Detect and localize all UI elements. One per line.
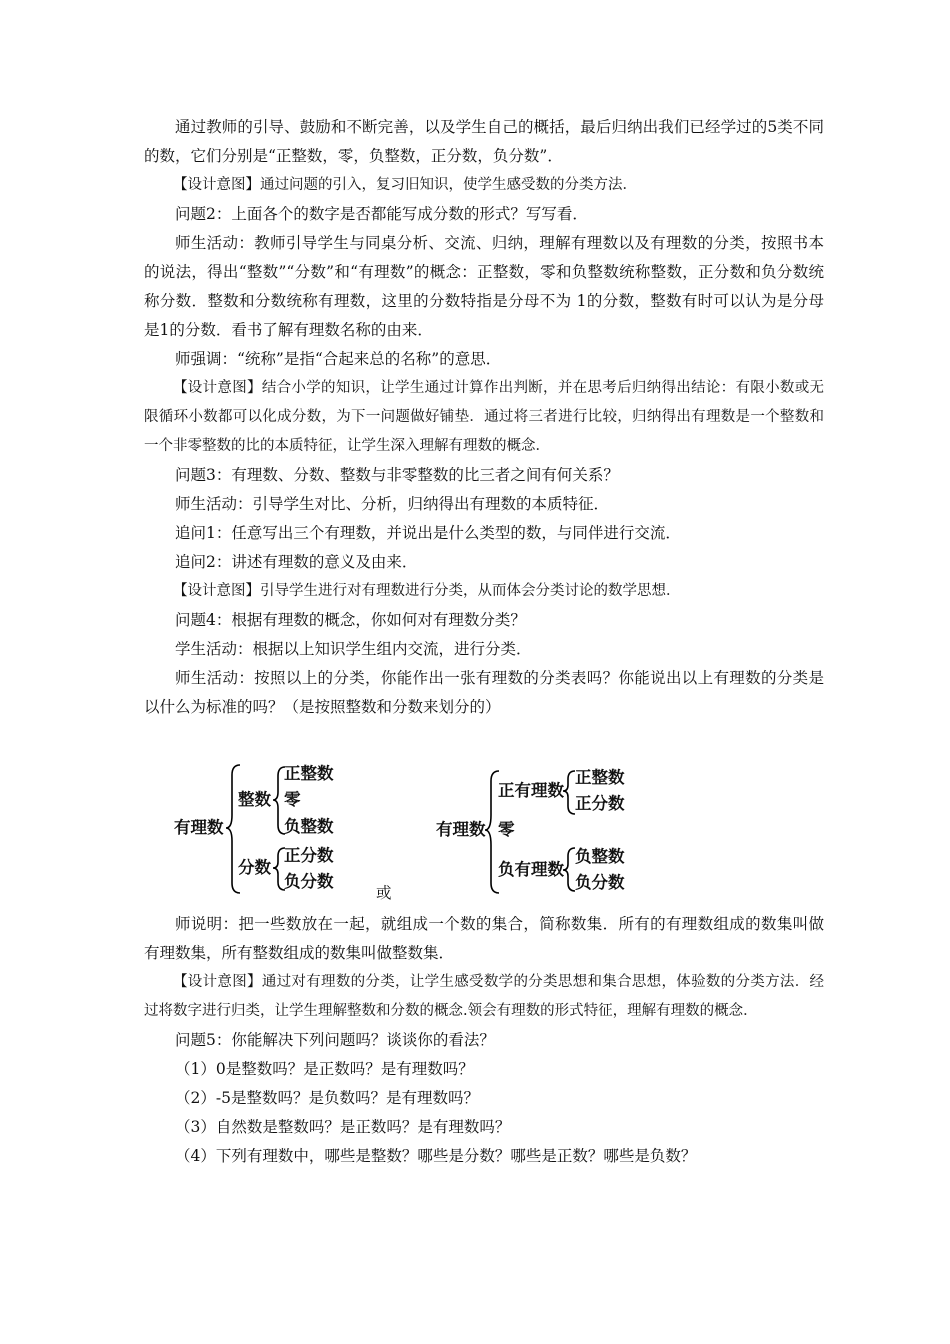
- question-4: 问题4：根据有理数的概念，你如何对有理数分类？: [175, 611, 526, 629]
- left-positive-integer: 正整数: [284, 764, 334, 783]
- right-outer-brace: [485, 771, 499, 893]
- activity-2: 师生活动：教师引导学生与同桌分析、交流、归纳，理解有理数以及有理数的分类，按照书本的说法，得出“整数”“分数”和“有理数”的概念：正整数，零和负整数统称整数，正分数和负分数统称分数．整数和分数统称有理数，这里的分数特指是分母不为 1的分数，整数有时可以认为是分母是1的分数．看书了解有理数名称的由来．: [144, 234, 824, 339]
- design-intent-3: 【设计意图】引导学生进行对有理数进行分类，从而体会分类讨论的数学思想．: [173, 583, 681, 599]
- question-2: 问题2：上面各个的数字是否都能写成分数的形式？写写看．: [175, 205, 588, 223]
- left-integer-label: 整数: [238, 790, 271, 809]
- left-negative-fraction: 负分数: [284, 872, 334, 891]
- text-block-bottom: [144, 910, 824, 1171]
- right-negative-brace: [563, 848, 575, 891]
- right-positive-fraction: 正分数: [575, 794, 625, 813]
- follow-up-1: 追问1：任意写出三个有理数，并说出是什么类型的数，与同伴进行交流．: [175, 524, 681, 542]
- follow-up-2: 追问2：讲述有理数的意义及由来．: [175, 553, 418, 571]
- teacher-explanation: 师说明：把一些数放在一起，就组成一个数的集合，简称数集．所有的有理数组成的数集叫做有理数集，所有整数组成的数集叫做整数集．: [144, 915, 824, 962]
- activity-3: 师生活动：引导学生对比、分析，归纳得出有理数的本质特征．: [175, 495, 610, 513]
- sub-question-1: （1）0是整数吗？是正数吗？是有理数吗？: [175, 1060, 474, 1078]
- sub-question-4: （4）下列有理数中，哪些是整数？哪些是分数？哪些是正数？哪些是负数？: [175, 1147, 697, 1165]
- left-negative-integer: 负整数: [284, 817, 334, 836]
- right-positive-integer: 正整数: [575, 768, 625, 787]
- right-negative-label: 负有理数: [498, 860, 564, 879]
- question-5: 问题5：你能解决下列问题吗？谈谈你的看法？: [175, 1031, 495, 1049]
- paragraph-summary: 通过教师的引导、鼓励和不断完善，以及学生自己的概括，最后归纳出我们已经学过的5类不同的数，它们分别是“正整数，零，负整数，正分数，负分数”．: [144, 118, 824, 165]
- right-root-label: 有理数: [436, 820, 486, 839]
- right-negative-fraction: 负分数: [575, 873, 625, 892]
- question-3: 问题3：有理数、分数、整数与非零整数的比三者之间有何关系？: [175, 466, 619, 484]
- student-activity-4: 学生活动：根据以上知识学生组内交流，进行分类．: [175, 640, 532, 658]
- activity-4: 师生活动：按照以上的分类，你能作出一张有理数的分类表吗？你能说出以上有理数的分类是以什么为标准的吗？（是按照整数和分数来划分的）: [144, 669, 824, 716]
- right-zero: 零: [498, 820, 515, 839]
- left-root-label: 有理数: [174, 818, 224, 837]
- text-block-top: [144, 113, 824, 722]
- design-intent-4: 【设计意图】通过对有理数的分类，让学生感受数学的分类思想和集合思想，体验数的分类方法．经过将数字进行归类，让学生理解整数和分数的概念.领会有理数的形式特征，理解有理数的概念．: [144, 974, 824, 1019]
- design-intent-1: 【设计意图】通过问题的引入，复习旧知识，使学生感受数的分类方法．: [173, 177, 637, 193]
- sub-question-3: （3）自然数是整数吗？是正数吗？是有理数吗？: [175, 1118, 511, 1136]
- left-positive-fraction: 正分数: [284, 846, 334, 865]
- or-label: 或: [376, 884, 392, 902]
- left-zero: 零: [284, 790, 301, 809]
- right-negative-integer: 负整数: [575, 847, 625, 866]
- teacher-emphasis: 师强调：“统称”是指“合起来总的名称”的意思．: [175, 350, 502, 368]
- right-positive-label: 正有理数: [498, 781, 564, 800]
- sub-question-2: （2）-5是整数吗？是负数吗？是有理数吗？: [175, 1089, 479, 1107]
- right-positive-brace: [563, 771, 575, 814]
- design-intent-2: 【设计意图】结合小学的知识，让学生通过计算作出判断，并在思考后归纳得出结论：有限小数或无限循环小数都可以化成分数，为下一问题做好铺垫．通过将三者进行比较，归纳得出有理数是一个整数和一个非零整数的比的本质特征，让学生深入理解有理数的概念．: [144, 380, 824, 454]
- left-fraction-label: 分数: [238, 858, 271, 877]
